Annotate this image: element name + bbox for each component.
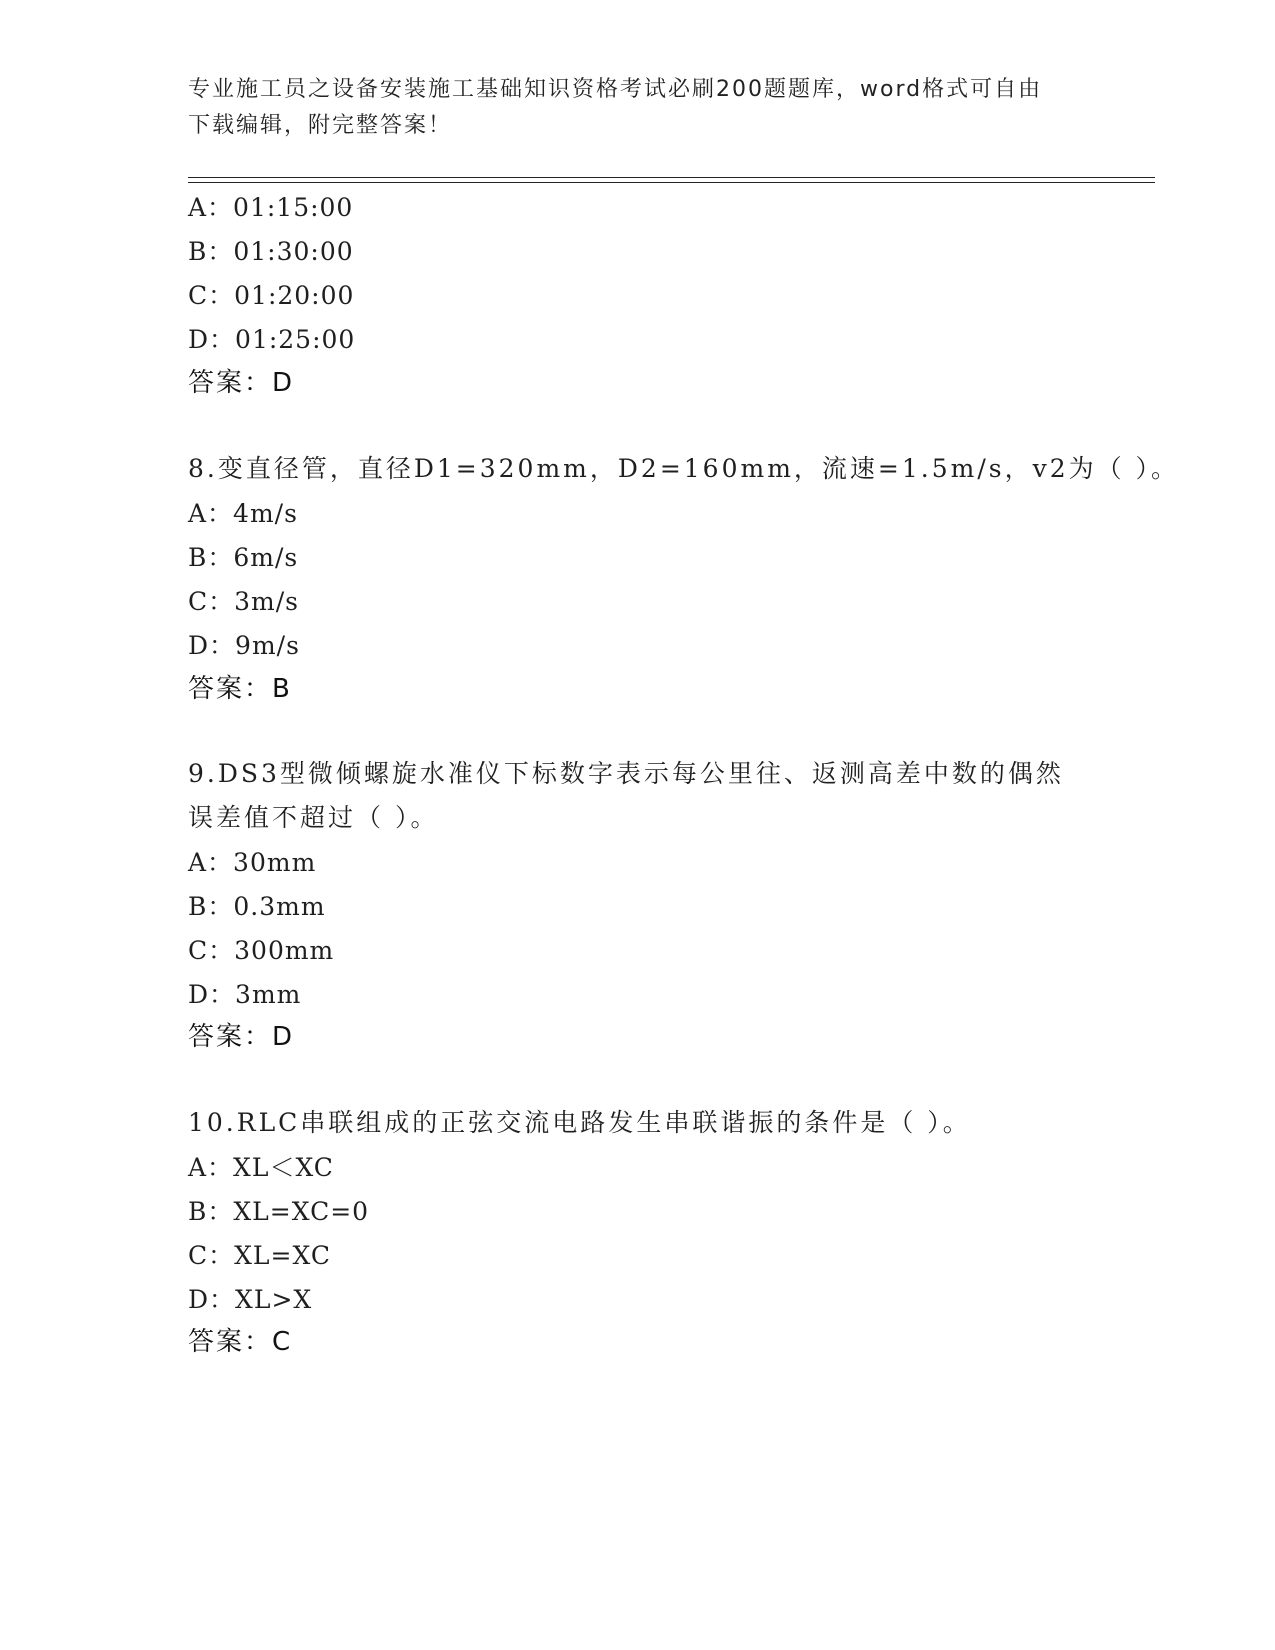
- q7-answer: 答案：D: [188, 368, 295, 398]
- q10-option-c: C：XL=XC: [188, 1241, 331, 1270]
- q9-option-d: D：3mm: [188, 980, 302, 1009]
- q9-answer: 答案：D: [188, 1022, 295, 1052]
- q10-option-b: B：XL=XC=0: [188, 1197, 370, 1226]
- header-line-1: 专业施工员之设备安装施工基础知识资格考试必刷200题题库，word格式可自由: [188, 77, 1043, 102]
- header-divider-top: [188, 177, 1155, 178]
- q10-question: 10.RLC串联组成的正弦交流电路发生串联谐振的条件是（ ）。: [188, 1108, 971, 1137]
- q8-option-c: C：3m/s: [188, 587, 299, 616]
- header-divider-bottom: [188, 182, 1155, 183]
- q8-option-a: A：4m/s: [188, 499, 298, 528]
- q9-option-c: C：300mm: [188, 936, 335, 965]
- document-header: [188, 72, 1078, 144]
- q10-option-d: D：XL>X: [188, 1285, 313, 1314]
- q9-option-b: B：0.3mm: [188, 892, 326, 921]
- q10-answer: 答案：C: [188, 1327, 293, 1357]
- q9-option-a: A：30mm: [188, 848, 317, 877]
- q7-option-d: D：01:25:00: [188, 325, 356, 354]
- q9-question-line-2: 误差值不超过（ ）。: [188, 803, 439, 832]
- q8-answer: 答案：B: [188, 674, 292, 704]
- header-line-2: 下载编辑，附完整答案！: [188, 113, 453, 138]
- q8-option-b: B：6m/s: [188, 543, 299, 572]
- q7-option-c: C：01:20:00: [188, 281, 355, 310]
- q8-option-d: D：9m/s: [188, 631, 300, 660]
- q7-option-b: B：01:30:00: [188, 237, 354, 266]
- q8-question: 8.变直径管，直径D1=320mm，D2=160mm，流速=1.5m/s，v2为（ ）。: [188, 454, 1180, 483]
- q7-option-a: A：01:15:00: [188, 193, 354, 222]
- q10-option-a: A：XL＜XC: [188, 1153, 334, 1182]
- q9-question-line-1: 9.DS3型微倾螺旋水准仪下标数字表示每公里往、返测高差中数的偶然: [188, 759, 1064, 788]
